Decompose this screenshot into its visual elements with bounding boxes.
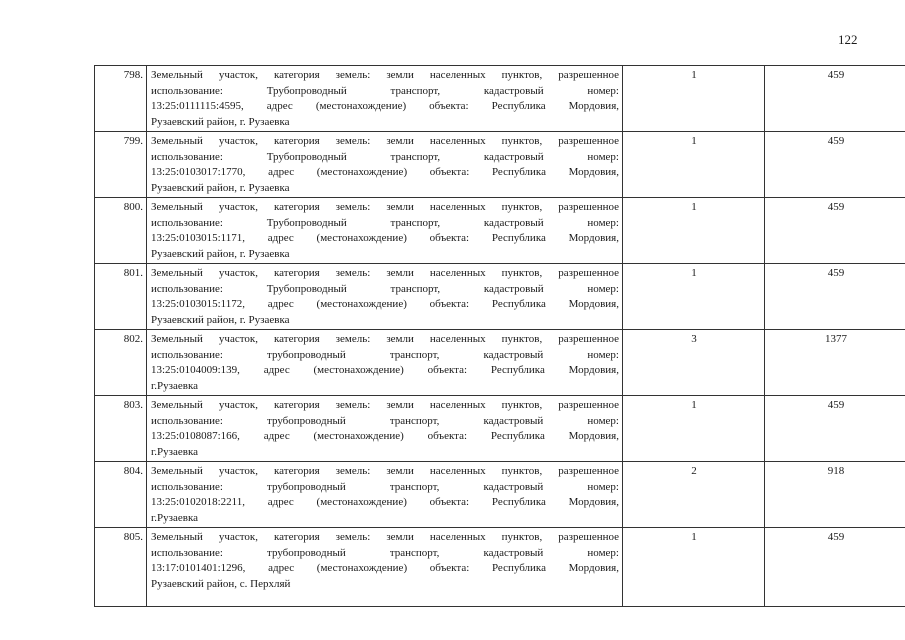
description-line: Земельный участок, категория земель: земли населенных пунктов, разрешенное	[151, 333, 619, 345]
row-number-cell: 798.	[95, 66, 147, 132]
quantity-cell: 1	[623, 132, 765, 198]
quantity-cell: 1	[623, 264, 765, 330]
page-number: 122	[838, 32, 858, 47]
description-cell	[147, 264, 623, 330]
description-line: г.Рузаевка	[151, 379, 199, 392]
description-cell	[147, 198, 623, 264]
description-line: Рузаевский район, г. Рузаевка	[151, 247, 290, 260]
amount-cell: 459	[765, 396, 905, 462]
table-row	[95, 330, 905, 396]
description-line: Рузаевский район, г. Рузаевка	[151, 313, 290, 326]
amount-cell: 459	[765, 264, 905, 330]
table-row	[95, 396, 905, 462]
description-line: 13:17:0101401:1296, адрес (местонахождение) объекта: Республика Мордовия,	[151, 562, 619, 574]
amount-cell: 1377	[765, 330, 905, 396]
description-line: использование: трубопроводный транспорт, кадастровый номер:	[151, 480, 619, 493]
description-line: Рузаевский район, г. Рузаевка	[151, 181, 290, 194]
row-number-cell: 800.	[95, 198, 147, 264]
description-line: использование: Трубопроводный транспорт, кадастровый номер:	[151, 282, 619, 295]
row-number-cell: 803.	[95, 396, 147, 462]
description-line: Земельный участок, категория земель: земли населенных пунктов, разрешенное	[151, 531, 619, 543]
row-number-cell: 801.	[95, 264, 147, 330]
description-line: 13:25:0103017:1770, адрес (местонахождение) объекта: Республика Мордовия,	[151, 166, 619, 178]
table-row	[95, 264, 905, 330]
row-number-cell: 799.	[95, 132, 147, 198]
quantity-cell: 2	[623, 462, 765, 528]
description-line: г.Рузаевка	[151, 511, 199, 524]
row-number-cell: 802.	[95, 330, 147, 396]
table-row	[95, 198, 905, 264]
description-line: 13:25:0108087:166, адрес (местонахождение) объекта: Республика Мордовия,	[151, 430, 619, 442]
description-line: Земельный участок, категория земель: земли населенных пунктов, разрешенное	[151, 135, 619, 147]
description-line: 13:25:0104009:139, адрес (местонахождение) объекта: Республика Мордовия,	[151, 364, 619, 376]
description-cell	[147, 330, 623, 396]
description-cell	[147, 396, 623, 462]
description-line: 13:25:0111115:4595, адрес (местонахождение) объекта: Республика Мордовия,	[151, 100, 619, 112]
description-cell	[147, 528, 623, 607]
table-row	[95, 132, 905, 198]
description-cell	[147, 132, 623, 198]
description-line: использование: трубопроводный транспорт, кадастровый номер:	[151, 546, 619, 559]
description-line: Земельный участок, категория земель: земли населенных пунктов, разрешенное	[151, 201, 619, 213]
description-line: использование: Трубопроводный транспорт, кадастровый номер:	[151, 150, 619, 163]
description-line: 13:25:0103015:1172, адрес (местонахождение) объекта: Республика Мордовия,	[151, 298, 619, 310]
description-line: г.Рузаевка	[151, 445, 199, 458]
amount-cell: 459	[765, 198, 905, 264]
description-line: Земельный участок, категория земель: земли населенных пунктов, разрешенное	[151, 465, 619, 477]
description-line: Земельный участок, категория земель: земли населенных пунктов, разрешенное	[151, 267, 619, 279]
description-line: 13:25:0102018:2211, адрес (местонахождение) объекта: Республика Мордовия,	[151, 496, 619, 508]
table-row	[95, 66, 905, 132]
quantity-cell: 3	[623, 330, 765, 396]
table-row	[95, 462, 905, 528]
description-line: Земельный участок, категория земель: земли населенных пунктов, разрешенное	[151, 69, 619, 81]
row-number-cell: 805.	[95, 528, 147, 607]
quantity-cell: 1	[623, 396, 765, 462]
description-line: 13:25:0103015:1171, адрес (местонахождение) объекта: Республика Мордовия,	[151, 232, 619, 244]
description-line: Рузаевский район, с. Перхляй	[151, 577, 291, 590]
quantity-cell: 1	[623, 528, 765, 607]
description-line: использование: Трубопроводный транспорт, кадастровый номер:	[151, 216, 619, 229]
row-number-cell: 804.	[95, 462, 147, 528]
description-line: Рузаевский район, г. Рузаевка	[151, 115, 290, 128]
table-row	[95, 528, 905, 607]
description-line: использование: трубопроводный транспорт, кадастровый номер:	[151, 348, 619, 361]
amount-cell: 459	[765, 66, 905, 132]
amount-cell: 459	[765, 132, 905, 198]
description-cell	[147, 462, 623, 528]
amount-cell: 918	[765, 462, 905, 528]
property-registry-table	[94, 65, 905, 607]
description-cell	[147, 66, 623, 132]
quantity-cell: 1	[623, 66, 765, 132]
description-line: использование: Трубопроводный транспорт, кадастровый номер:	[151, 84, 619, 97]
description-line: использование: трубопроводный транспорт, кадастровый номер:	[151, 414, 619, 427]
amount-cell: 459	[765, 528, 905, 607]
description-line: Земельный участок, категория земель: земли населенных пунктов, разрешенное	[151, 399, 619, 411]
quantity-cell: 1	[623, 198, 765, 264]
